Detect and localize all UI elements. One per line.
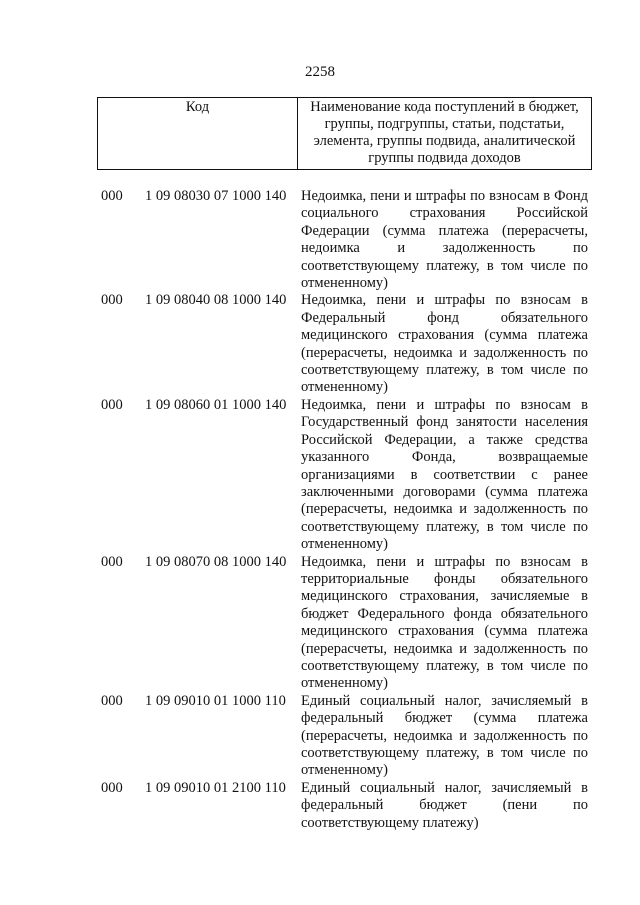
revenue-description: Недоимка, пени и штрафы по взносам в территориальные фонды обязательного медицинского страхования, зачисляемые в бюджет Федерального фонда обязательного медицинского страхования (сумма платежа (перерасчеты, недоимка и задолженность по соответствующему платежу, в том числе по отмененному) xyxy=(301,553,588,692)
admin-code: 000 xyxy=(101,396,123,413)
table-row xyxy=(0,188,640,292)
revenue-description: Недоимка, пени и штрафы по взносам в Федеральный фонд обязательного медицинского страхования (сумма платежа (перерасчеты, недоимка и задолженность по соответствующему платежу, в том числе по отмененному) xyxy=(301,292,588,396)
table-row xyxy=(0,780,640,832)
table-header xyxy=(97,97,592,170)
admin-code: 000 xyxy=(101,692,123,709)
revenue-description: Недоимка, пени и штрафы по взносам в Государственный фонд занятости населения Российской Федерации, а также средства указанного Фонда, возвращаемые организациями в соответствии с ранее заключенными договорами (сумма платежа (перерасчеты, недоимка и задолженность по соответствующему платежу, в том числе по отмененному) xyxy=(301,396,588,553)
header-code-label: Код xyxy=(98,98,298,169)
table-row xyxy=(0,397,640,554)
admin-code: 000 xyxy=(101,292,123,309)
table-row xyxy=(0,292,640,396)
admin-code: 000 xyxy=(101,188,123,204)
admin-code: 000 xyxy=(101,779,123,796)
table-body xyxy=(0,188,640,832)
revenue-code: 1 09 08040 08 1000 140 xyxy=(145,292,287,309)
revenue-description: Единый социальный налог, зачисляемый в федеральный бюджет (сумма платежа (перерасчеты, недоимка и задолженность по соответствующему платежу, в том числе по отмененному) xyxy=(301,692,588,779)
table-row xyxy=(0,554,640,693)
revenue-code: 1 09 09010 01 1000 110 xyxy=(145,692,286,709)
revenue-code: 1 09 09010 01 2100 110 xyxy=(145,779,286,796)
page-number: 2258 xyxy=(305,64,335,80)
revenue-description: Недоимка, пени и штрафы по взносам в Фонд социального страхования Российской Федерации (сумма платежа (перерасчеты, недоимка и задолженность по соответствующему платежу, в том числе по отмененному) xyxy=(301,188,588,292)
header-name-label: Наименование кода поступлений в бюджет, группы, подгруппы, статьи, подстатьи, элемента, группы подвида, аналитической группы подвида доходов xyxy=(310,99,579,166)
admin-code: 000 xyxy=(101,553,123,570)
revenue-code: 1 09 08060 01 1000 140 xyxy=(145,396,287,413)
revenue-description: Единый социальный налог, зачисляемый в федеральный бюджет (пени по соответствующему платежу) xyxy=(301,779,588,831)
revenue-code: 1 09 08030 07 1000 140 xyxy=(145,188,287,204)
table-row xyxy=(0,693,640,780)
revenue-code: 1 09 08070 08 1000 140 xyxy=(145,553,287,570)
